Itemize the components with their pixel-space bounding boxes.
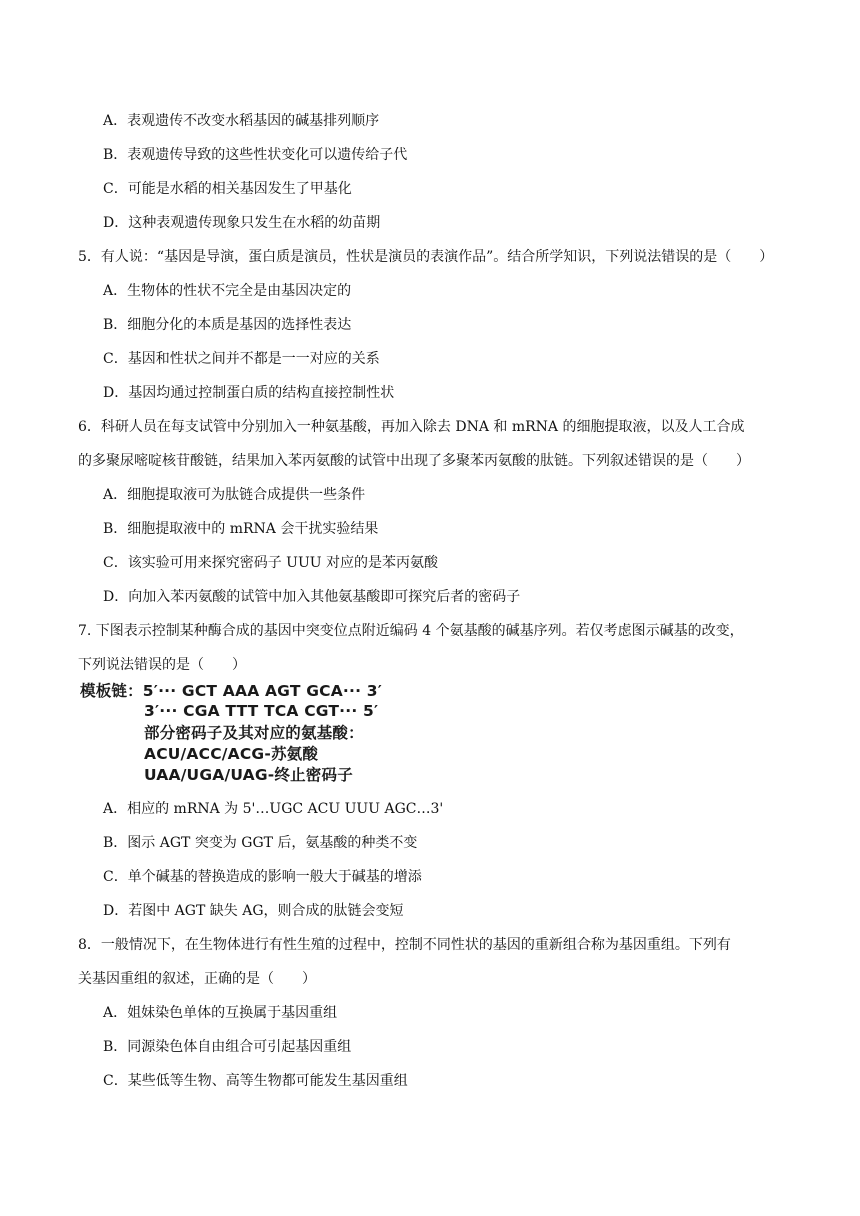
q5-option-d: D．基因均通过控制蛋白质的结构直接控制性状 [103,385,395,401]
q8-option-a: A．姐妹染色单体的互换属于基因重组 [103,1005,338,1021]
q7-option-d: D．若图中 AGT 缺失 AG，则合成的肽链会变短 [103,903,404,919]
q8-stem-line2: 关基因重组的叙述，正确的是（ ） [78,971,316,987]
q8-option-c: C．某些低等生物、高等生物都可能发生基因重组 [103,1073,408,1089]
codon-table-heading: 部分密码子及其对应的氨基酸： [144,724,364,742]
q6-stem-line2: 的多聚尿嘧啶核苷酸链，结果加入苯丙氨酸的试管中出现了多聚苯丙氨酸的肽链。下列叙述错误的是（ ） [78,453,750,469]
q5-option-b: B．细胞分化的本质是基因的选择性表达 [103,317,352,333]
q4-option-d: D．这种表观遗传现象只发生在水稻的幼苗期 [103,215,381,231]
q7-option-b: B．图示 AGT 突变为 GGT 后，氨基酸的种类不变 [103,835,418,851]
q4-option-b: B．表观遗传导致的这些性状变化可以遗传给子代 [103,147,408,163]
q7-option-a: A．相应的 mRNA 为 5'…UGC ACU UUU AGC…3' [103,801,444,817]
q8-option-b: B．同源染色体自由组合可引起基因重组 [103,1039,352,1055]
q6-option-c: C．该实验可用来探究密码子 UUU 对应的是苯丙氨酸 [103,555,439,571]
q6-option-d: D．向加入苯丙氨酸的试管中加入其他氨基酸即可探究后者的密码子 [103,589,521,605]
template-strand-line: 模板链：5′··· GCT AAA AGT GCA··· 3′ [80,682,383,700]
q6-option-a: A．细胞提取液可为肽链合成提供一些条件 [103,487,366,503]
codon-threonine: ACU/ACC/ACG-苏氨酸 [144,745,319,763]
q7-stem-line2: 下列说法错误的是（ ） [78,657,246,673]
coding-strand-line: 3′··· CGA TTT TCA CGT··· 5′ [144,702,379,720]
q6-option-b: B．细胞提取液中的 mRNA 会干扰实验结果 [103,521,379,537]
q5-stem: 5．有人说：“基因是导演，蛋白质是演员，性状是演员的表演作品”。结合所学知识，下列说法错误的是（ ） [78,249,774,265]
q8-stem-line1: 8．一般情况下，在生物体进行有性生殖的过程中，控制不同性状的基因的重新组合称为基因重组。下列有 [78,937,731,953]
q6-stem-line1: 6．科研人员在每支试管中分别加入一种氨基酸，再加入除去 DNA 和 mRNA 的细胞提取液，以及人工合成 [78,419,745,435]
sequence-figure [80,680,425,786]
q4-option-a: A．表观遗传不改变水稻基因的碱基排列顺序 [103,113,380,129]
q5-option-a: A．生物体的性状不完全是由基因决定的 [103,283,352,299]
codon-stop: UAA/UGA/UAG-终止密码子 [144,766,353,784]
q5-option-c: C．基因和性状之间并不都是一一对应的关系 [103,351,380,367]
q4-option-c: C．可能是水稻的相关基因发生了甲基化 [103,181,352,197]
q7-option-c: C．单个碱基的替换造成的影响一般大于碱基的增添 [103,869,422,885]
q7-stem-line1: 7. 下图表示控制某种酶合成的基因中突变位点附近编码 4 个氨基酸的碱基序列。若仅考虑图示碱基的改变， [78,623,744,639]
